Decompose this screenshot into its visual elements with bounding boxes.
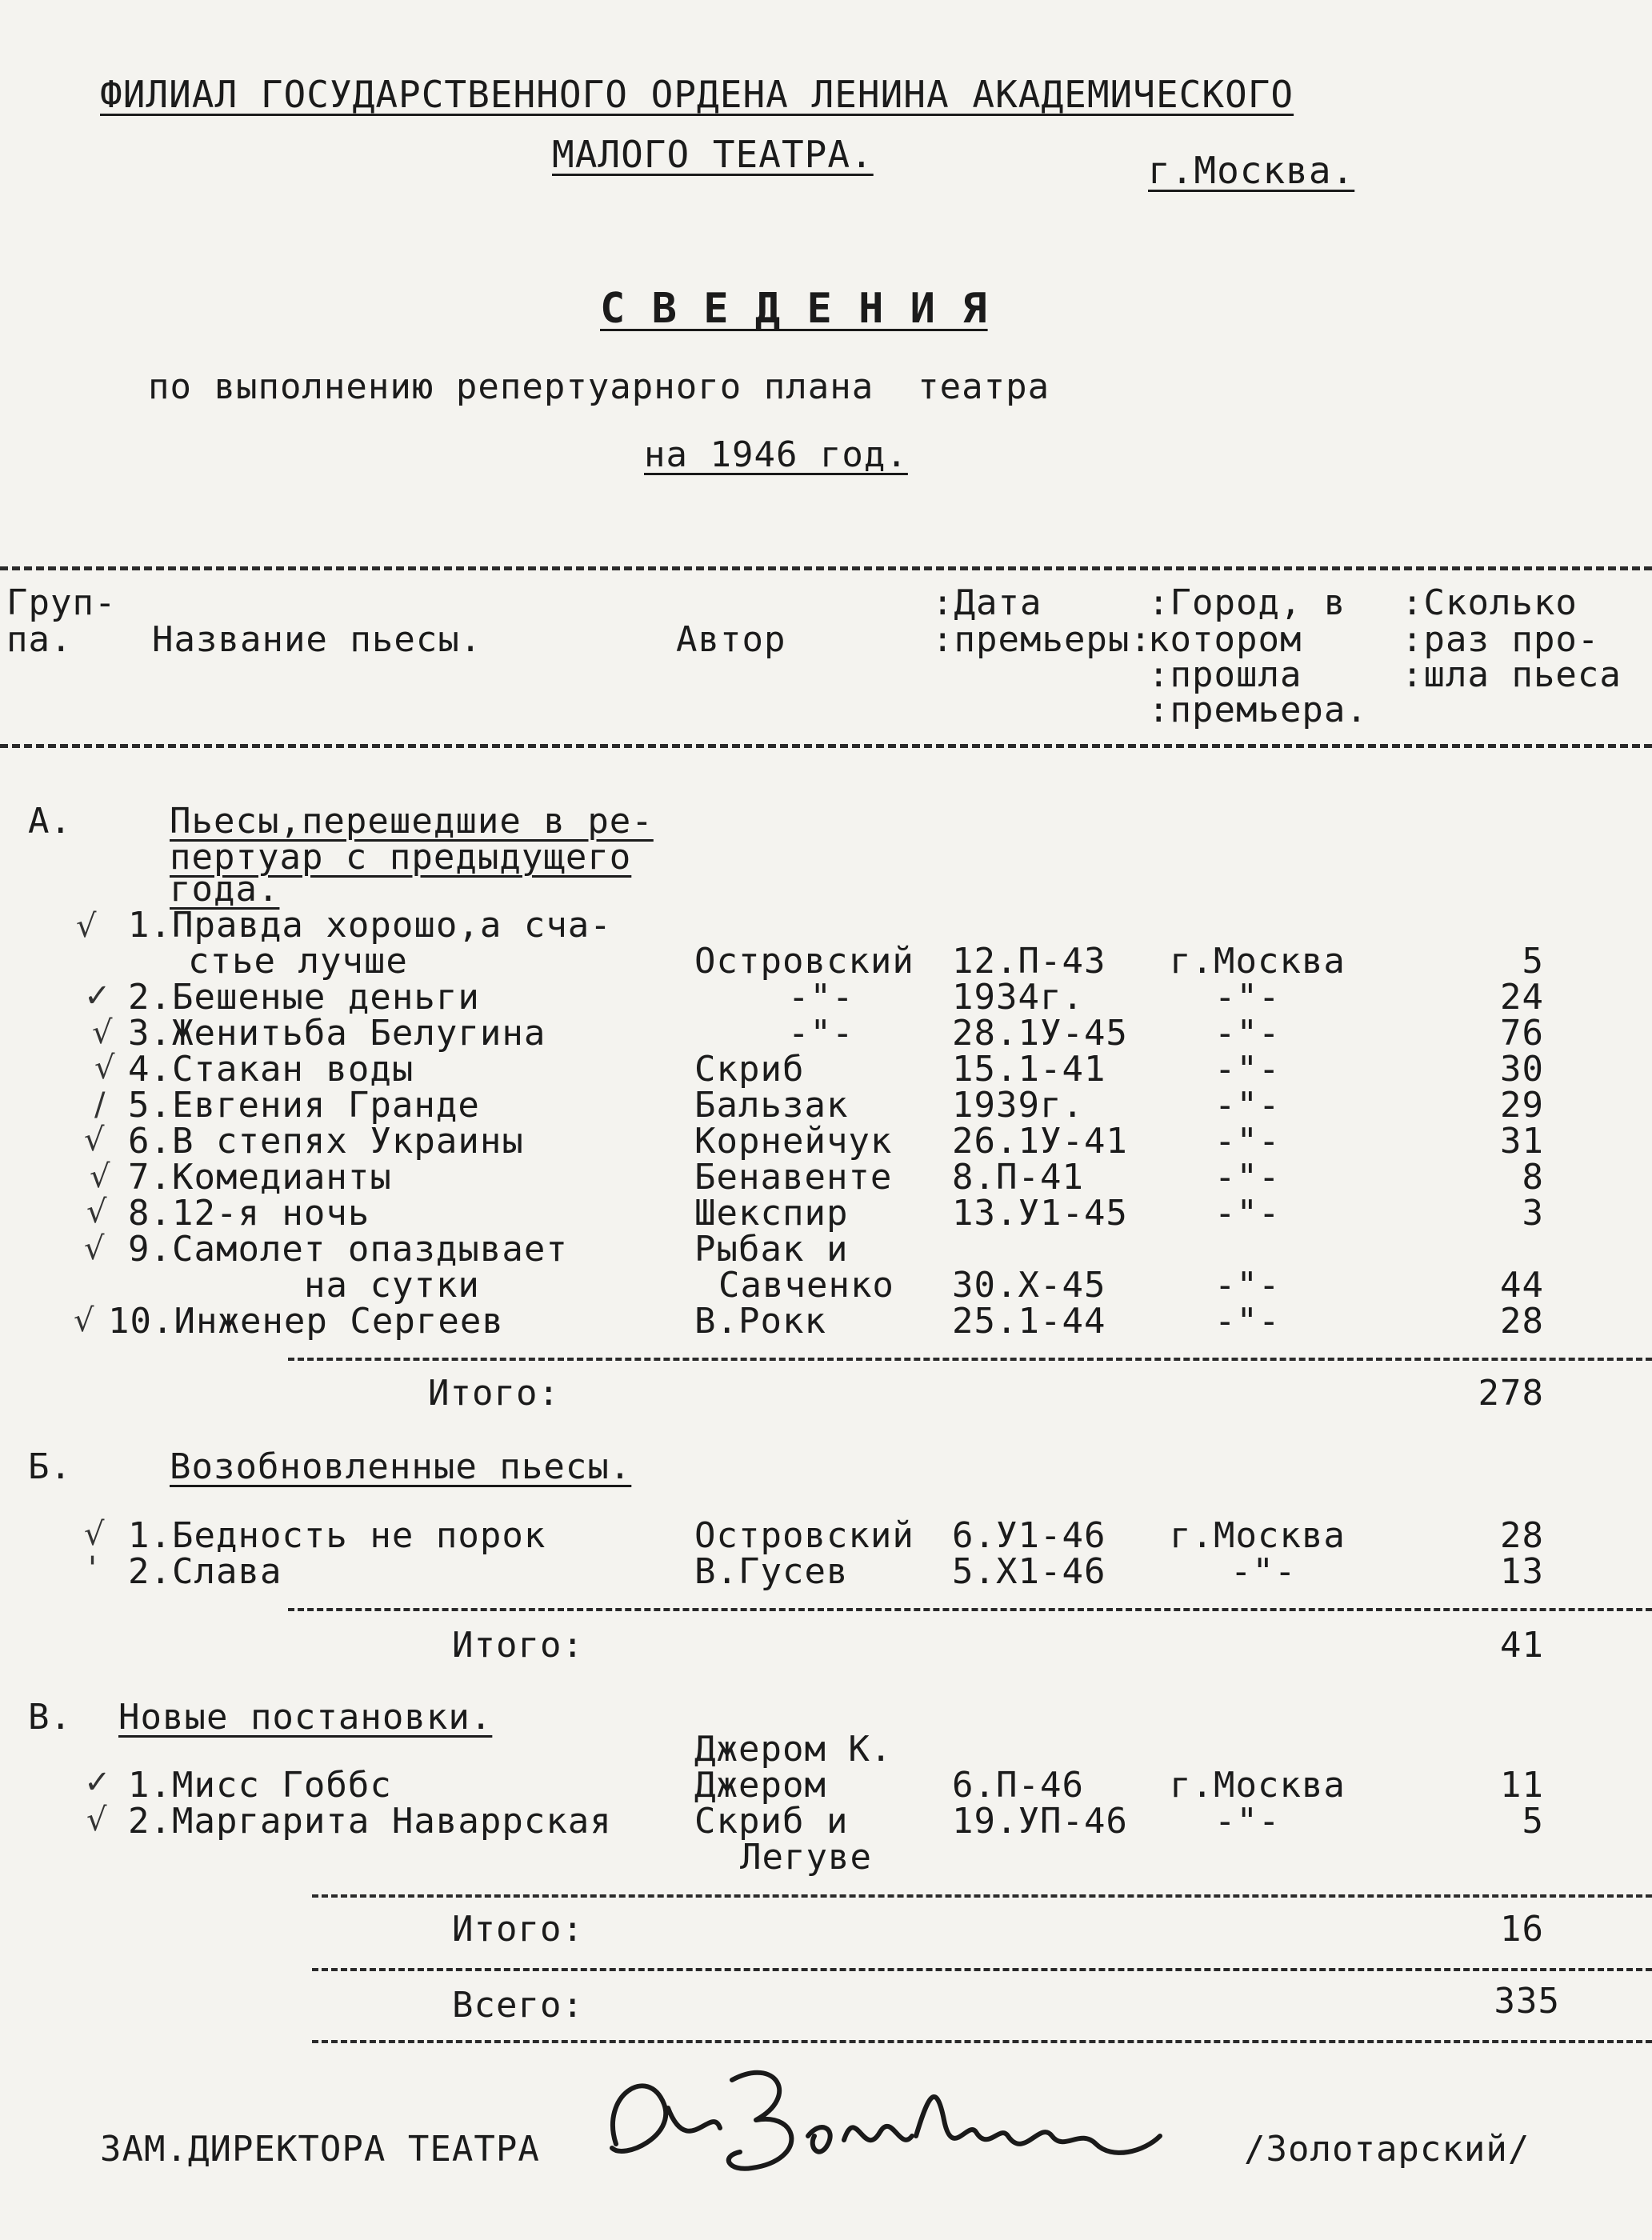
row-a7-date: 8.П-41: [952, 1157, 1084, 1198]
check-mark-icon: ✓: [84, 978, 111, 1014]
row-c1-date: 6.П-46: [952, 1765, 1084, 1806]
check-mark-icon: √: [84, 1122, 105, 1158]
row-a10-count: 28: [1500, 1301, 1544, 1342]
city-heading: г.Москва.: [1148, 149, 1355, 192]
row-a3-author: -"-: [788, 1013, 854, 1054]
row-b1-title: 1.Бедность не порок: [128, 1515, 546, 1556]
check-mark-icon: /: [94, 1086, 106, 1123]
section-a-letter: А.: [28, 801, 72, 842]
section-c-title: Новые постановки.: [118, 1697, 493, 1738]
row-a10-date: 25.1-44: [952, 1301, 1106, 1342]
row-c2-title: 2.Маргарита Наваррская: [128, 1801, 612, 1842]
check-mark-icon: √: [84, 1230, 105, 1267]
section-c-total-rule: [312, 1894, 1652, 1898]
row-a4-date: 15.1-41: [952, 1049, 1106, 1090]
row-b2-city: -"-: [1230, 1551, 1297, 1592]
row-c2-date: 19.УП-46: [952, 1801, 1128, 1842]
header-count-3: :шла пьеса: [1402, 654, 1622, 695]
table-top-rule: [0, 566, 1652, 570]
table-header-rule: [0, 744, 1652, 748]
row-a4-author: Скриб: [694, 1049, 805, 1090]
header-city-4: :премьера.: [1148, 690, 1368, 730]
row-a1-author: Островский: [694, 941, 914, 982]
row-c1-author-2: Джером: [694, 1765, 826, 1806]
check-mark-icon: ✓: [84, 1764, 111, 1801]
institution-name: ФИЛИАЛ ГОСУДАРСТВЕННОГО ОРДЕНА ЛЕНИНА АКАДЕМИЧЕСКОГО: [100, 73, 1294, 116]
signatory-position: ЗАМ.ДИРЕКТОРА ТЕАТРА: [100, 2129, 540, 2170]
section-a-title-1: Пьесы,перешедшие в ре-: [170, 801, 654, 842]
header-city-1: :Город, в: [1148, 582, 1346, 623]
header-city-3: :прошла: [1148, 654, 1302, 695]
header-group-1: Груп-: [6, 582, 117, 623]
row-a9-title-1: 9.Самолет опаздывает: [128, 1229, 568, 1270]
check-mark-icon: √: [74, 1302, 94, 1339]
row-a9-date: 30.Х-45: [952, 1265, 1106, 1306]
row-a1-title-1: 1.Правда хорошо,а сча-: [128, 905, 612, 946]
row-a1-date: 12.П-43: [952, 941, 1106, 982]
row-a9-title-2: на сутки: [304, 1265, 480, 1306]
grand-total-rule: [312, 1968, 1652, 1971]
row-a5-date: 1939г.: [952, 1085, 1084, 1126]
row-a1-count: 5: [1522, 941, 1544, 982]
row-a6-city: -"-: [1214, 1121, 1281, 1162]
check-mark-icon: √: [92, 1014, 113, 1051]
table-bottom-rule: [312, 2040, 1652, 2043]
document-title: С В Е Д Е Н И Я: [600, 285, 988, 333]
row-c2-author-1: Скриб и: [694, 1801, 849, 1842]
row-b2-author: В.Гусев: [694, 1551, 849, 1592]
row-a3-date: 28.1У-45: [952, 1013, 1128, 1054]
row-a4-city: -"-: [1214, 1049, 1281, 1090]
row-a6-count: 31: [1500, 1121, 1544, 1162]
section-a-title-3: года.: [170, 869, 280, 910]
row-a9-author-2: Савченко: [718, 1265, 894, 1306]
section-b-total-label: Итого:: [452, 1625, 584, 1666]
row-c1-title: 1.Мисс Гоббс: [128, 1765, 392, 1806]
section-c-total: 16: [1500, 1909, 1544, 1950]
row-a6-title: 6.В степях Украины: [128, 1121, 524, 1162]
row-a6-date: 26.1У-41: [952, 1121, 1128, 1162]
section-c-letter: В.: [28, 1697, 72, 1738]
row-b2-count: 13: [1500, 1551, 1544, 1592]
row-a5-author: Бальзак: [694, 1085, 849, 1126]
row-a5-city: -"-: [1214, 1085, 1281, 1126]
grand-total: 335: [1494, 1981, 1560, 2022]
row-a5-title: 5.Евгения Гранде: [128, 1085, 480, 1126]
row-b1-date: 6.У1-46: [952, 1515, 1106, 1556]
row-c2-count: 5: [1522, 1801, 1544, 1842]
section-a-total-label: Итого:: [428, 1373, 560, 1414]
check-mark-icon: √: [86, 1802, 107, 1838]
row-c1-city: г.Москва: [1170, 1765, 1346, 1806]
section-b-title: Возобновленные пьесы.: [170, 1446, 632, 1487]
section-b-letter: Б.: [28, 1446, 72, 1487]
check-mark-icon: ': [88, 1550, 97, 1587]
row-a1-city: г.Москва: [1170, 941, 1346, 982]
document-year: на 1946 год.: [644, 434, 908, 475]
row-a8-date: 13.У1-45: [952, 1193, 1128, 1234]
row-a4-count: 30: [1500, 1049, 1544, 1090]
row-b2-title: 2.Слава: [128, 1551, 282, 1592]
row-a9-count: 44: [1500, 1265, 1544, 1306]
check-mark-icon: √: [90, 1158, 110, 1195]
row-a3-count: 76: [1500, 1013, 1544, 1054]
check-mark-icon: √: [86, 1194, 107, 1230]
row-a7-city: -"-: [1214, 1157, 1281, 1198]
row-c1-count: 11: [1500, 1765, 1544, 1806]
row-a3-city: -"-: [1214, 1013, 1281, 1054]
row-a7-author: Бенавенте: [694, 1157, 893, 1198]
row-c1-author-1: Джером К.: [694, 1729, 893, 1770]
header-city-2: котором: [1148, 619, 1302, 660]
row-a2-author: -"-: [788, 977, 854, 1018]
row-a10-author: В.Рокк: [694, 1301, 826, 1342]
row-c2-city: -"-: [1214, 1801, 1281, 1842]
check-mark-icon: √: [94, 1050, 115, 1086]
row-a7-title: 7.Комедианты: [128, 1157, 392, 1198]
header-count-1: :Сколько: [1402, 582, 1578, 623]
row-a9-city: -"-: [1214, 1265, 1281, 1306]
handwritten-signature: [592, 2048, 1168, 2200]
section-a-total-rule: [288, 1358, 1652, 1361]
row-b1-city: г.Москва: [1170, 1515, 1346, 1556]
row-a7-count: 8: [1522, 1157, 1544, 1198]
row-b1-count: 28: [1500, 1515, 1544, 1556]
row-a8-author: Шекспир: [694, 1193, 849, 1234]
row-a9-author-1: Рыбак и: [694, 1229, 849, 1270]
section-c-total-label: Итого:: [452, 1909, 584, 1950]
row-a2-city: -"-: [1214, 977, 1281, 1018]
row-a8-title: 8.12-я ночь: [128, 1193, 370, 1234]
row-a8-count: 3: [1522, 1193, 1544, 1234]
header-play: Название пьесы.: [152, 619, 482, 660]
row-a8-city: -"-: [1214, 1193, 1281, 1234]
row-a10-title: 10.Инженер Сергеев: [108, 1301, 504, 1342]
check-mark-icon: √: [84, 1516, 105, 1553]
document-subtitle: по выполнению репертуарного плана театра: [148, 366, 1050, 407]
header-count-2: :раз про-: [1402, 619, 1600, 660]
section-b-total-rule: [288, 1608, 1652, 1611]
row-a6-author: Корнейчук: [694, 1121, 893, 1162]
section-a-title-2: пертуар с предыдущего: [170, 837, 632, 878]
section-a-total: 278: [1478, 1373, 1544, 1414]
grand-total-label: Всего:: [452, 1985, 584, 2026]
header-group-2: па.: [6, 619, 73, 660]
row-a3-title: 3.Женитьба Белугина: [128, 1013, 546, 1054]
signatory-name: /Золотарский/: [1244, 2129, 1530, 2170]
row-a10-city: -"-: [1214, 1301, 1281, 1342]
header-premiere-2: :премьеры:: [932, 619, 1152, 660]
check-mark-icon: √: [76, 908, 97, 945]
header-premiere-1: :Дата: [932, 582, 1042, 623]
row-a2-title: 2.Бешеные деньги: [128, 977, 480, 1018]
row-a1-title-2: стье лучше: [188, 941, 408, 982]
row-a2-date: 1934г.: [952, 977, 1084, 1018]
header-author: Автор: [676, 619, 786, 660]
row-a2-count: 24: [1500, 977, 1544, 1018]
row-b2-date: 5.Х1-46: [952, 1551, 1106, 1592]
section-b-total: 41: [1500, 1625, 1544, 1666]
row-b1-author: Островский: [694, 1515, 914, 1556]
row-a4-title: 4.Стакан воды: [128, 1049, 414, 1090]
institution-name-line2: МАЛОГО ТЕАТРА.: [552, 133, 874, 176]
row-c2-author-2: Легуве: [740, 1837, 872, 1878]
row-a5-count: 29: [1500, 1085, 1544, 1126]
